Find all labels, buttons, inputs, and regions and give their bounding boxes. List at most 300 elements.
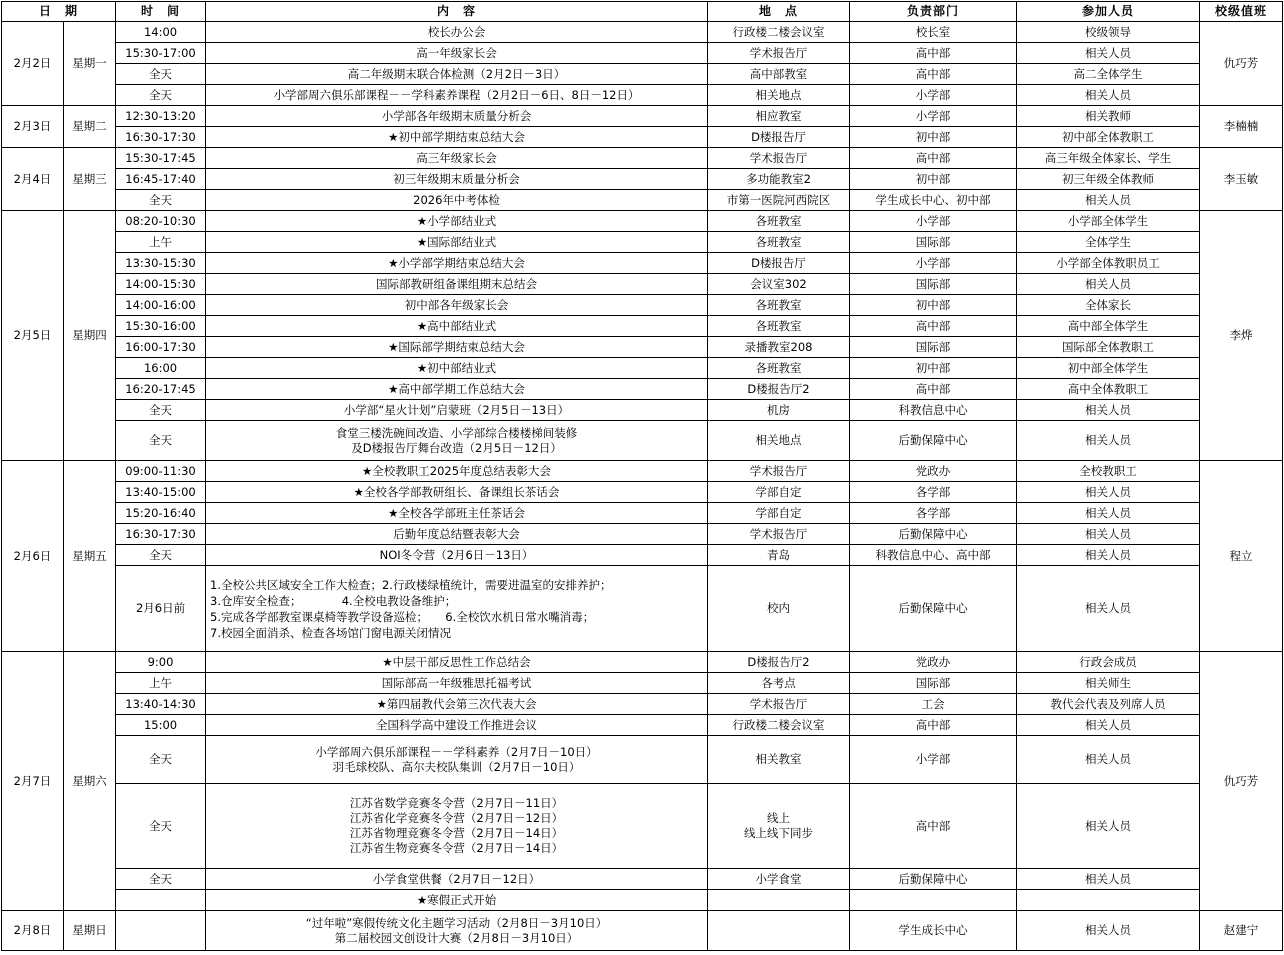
table-row [2, 524, 1283, 545]
event-content-line: 后勤年度总结暨表彰大会 [393, 526, 520, 541]
event-content [206, 316, 708, 337]
event-content-line: 羽毛球校队、高尔夫校队集训（2月7日－10日） [332, 759, 581, 774]
event-content [206, 715, 708, 736]
event-dept: 后勤保障中心 [850, 524, 1017, 545]
event-time: 13:40-14:30 [116, 694, 206, 715]
event-place [708, 358, 850, 379]
event-place [708, 890, 850, 911]
event-content [206, 274, 708, 295]
event-place [708, 482, 850, 503]
event-place [708, 545, 850, 566]
event-time: 16:00-17:30 [116, 337, 206, 358]
table-row [2, 379, 1283, 400]
event-place [708, 295, 850, 316]
table-row [2, 400, 1283, 421]
event-place [708, 461, 850, 482]
event-content [206, 673, 708, 694]
event-time: 15:20-16:40 [116, 503, 206, 524]
event-time [116, 890, 206, 911]
table-row [2, 106, 1283, 127]
event-content [206, 169, 708, 190]
event-content [206, 566, 708, 652]
event-content [206, 461, 708, 482]
event-place-line: 高中部教室 [749, 66, 808, 81]
day-duty: 赵建宁 [1200, 911, 1283, 951]
event-people: 相关人员 [1017, 869, 1200, 890]
event-time: 全天 [116, 400, 206, 421]
table-row [2, 890, 1283, 911]
table-row [2, 694, 1283, 715]
event-people: 校级领导 [1017, 22, 1200, 43]
event-place [708, 274, 850, 295]
event-content [206, 482, 708, 503]
event-time: 全天 [116, 869, 206, 890]
event-content [206, 85, 708, 106]
event-place [708, 190, 850, 211]
event-place-line: 学术报告厅 [749, 526, 808, 541]
event-dept: 高中部 [850, 316, 1017, 337]
event-content-line: ★全校教职工2025年度总结表彰大会 [361, 463, 552, 478]
event-place-line: 录播教室208 [744, 339, 813, 354]
event-content [206, 503, 708, 524]
event-place-line: 青岛 [767, 547, 791, 562]
event-place [708, 169, 850, 190]
event-place [708, 911, 850, 951]
event-content-line: 高一年级家长会 [416, 45, 497, 60]
table-row [2, 274, 1283, 295]
event-content [206, 421, 708, 461]
event-place-line: 机房 [767, 402, 791, 417]
event-content [206, 106, 708, 127]
event-people: 初中部全体教职工 [1017, 127, 1200, 148]
event-time: 全天 [116, 85, 206, 106]
event-content-line: 江苏省数学竞赛冬令营（2月7日－11日） [349, 796, 564, 810]
event-place-line: D楼报告厅2 [747, 381, 810, 396]
header-duty: 校级值班 [1200, 2, 1283, 22]
event-content [206, 379, 708, 400]
event-time: 2月6日前 [116, 566, 206, 652]
event-content-line: ★全校各学部班主任茶话会 [388, 505, 525, 520]
event-dept: 党政办 [850, 652, 1017, 673]
event-dept [850, 890, 1017, 911]
event-people: 小学部全体学生 [1017, 211, 1200, 232]
event-place-line: 学术报告厅 [749, 150, 808, 165]
event-people: 全体学生 [1017, 232, 1200, 253]
event-time: 15:30-17:45 [116, 148, 206, 169]
event-content-line: 高三年级家长会 [416, 150, 497, 165]
event-content [206, 400, 708, 421]
event-dept: 各学部 [850, 503, 1017, 524]
event-time: 上午 [116, 673, 206, 694]
day-date: 2月3日 [2, 106, 64, 148]
event-dept: 后勤保障中心 [850, 566, 1017, 652]
event-place [708, 148, 850, 169]
event-people: 行政会成员 [1017, 652, 1200, 673]
event-dept: 各学部 [850, 482, 1017, 503]
event-dept: 高中部 [850, 715, 1017, 736]
day-weekday: 星期六 [64, 652, 116, 911]
event-time: 全天 [116, 784, 206, 869]
table-row [2, 482, 1283, 503]
event-place-line: 相关教室 [755, 752, 802, 766]
event-place-line: 学部自定 [755, 484, 802, 499]
event-place [708, 22, 850, 43]
event-place [708, 211, 850, 232]
event-content [206, 911, 708, 951]
event-place-line: 各班教室 [755, 297, 802, 312]
event-place-line: 多功能教室2 [746, 171, 811, 186]
event-place-line: 线上线下同步 [744, 826, 814, 840]
event-content-line: 江苏省物理竞赛冬令营（2月7日－14日） [349, 826, 564, 840]
event-people: 相关人员 [1017, 715, 1200, 736]
event-place [708, 869, 850, 890]
event-content-line: 江苏省化学竞赛冬令营（2月7日－12日） [349, 811, 564, 825]
header-content: 内 容 [206, 2, 708, 22]
day-date: 2月6日 [2, 461, 64, 652]
event-content [206, 232, 708, 253]
event-people: 相关人员 [1017, 524, 1200, 545]
event-dept: 学生成长中心、初中部 [850, 190, 1017, 211]
event-dept: 党政办 [850, 461, 1017, 482]
event-content-line: 国际部教研组备课组期末总结会 [376, 276, 538, 291]
event-time: 09:00-11:30 [116, 461, 206, 482]
event-place-line: 相关地点 [755, 87, 802, 102]
event-content [206, 524, 708, 545]
day-weekday: 星期四 [64, 211, 116, 461]
header-people: 参加人员 [1017, 2, 1200, 22]
event-content [206, 295, 708, 316]
event-time: 全天 [116, 736, 206, 784]
event-content [206, 869, 708, 890]
event-time: 全天 [116, 421, 206, 461]
event-dept: 国际部 [850, 337, 1017, 358]
day-duty: 李烨 [1200, 211, 1283, 461]
event-place-line: 学术报告厅 [749, 696, 808, 711]
event-time: 全天 [116, 190, 206, 211]
event-content-line: NOI冬令营（2月6日－13日） [379, 547, 534, 562]
event-place-line: 行政楼二楼会议室 [732, 24, 825, 39]
event-people: 小学部全体教职员工 [1017, 253, 1200, 274]
table-row [2, 211, 1283, 232]
event-content-line: 第二届校园文创设计大赛（2月8日－3月10日） [334, 930, 579, 945]
table-row [2, 64, 1283, 85]
event-dept: 科教信息中心、高中部 [850, 545, 1017, 566]
event-people: 相关人员 [1017, 274, 1200, 295]
event-content [206, 890, 708, 911]
event-dept: 学生成长中心 [850, 911, 1017, 951]
event-content [206, 736, 708, 784]
event-place [708, 736, 850, 784]
event-place-line: 市第一医院河西院区 [726, 192, 831, 207]
table-row [2, 127, 1283, 148]
event-people: 相关人员 [1017, 43, 1200, 64]
table-row [2, 295, 1283, 316]
event-content-line: 1.全校公共区域安全工作大检查；2.行政楼绿植统计，需要进温室的安排养护； [210, 577, 612, 592]
event-time: 16:30-17:30 [116, 524, 206, 545]
event-people: 高三年级全体家长、学生 [1017, 148, 1200, 169]
event-content [206, 211, 708, 232]
event-content-line: 小学食堂供餐（2月7日－12日） [372, 871, 541, 886]
day-date: 2月4日 [2, 148, 64, 211]
event-dept: 国际部 [850, 232, 1017, 253]
event-people: 相关人员 [1017, 736, 1200, 784]
event-place [708, 715, 850, 736]
event-place [708, 566, 850, 652]
table-row [2, 337, 1283, 358]
event-dept: 小学部 [850, 253, 1017, 274]
event-time: 12:30-13:20 [116, 106, 206, 127]
event-content [206, 784, 708, 869]
event-dept: 小学部 [850, 106, 1017, 127]
event-content-line: 小学部“星火计划”启蒙班（2月5日－13日） [343, 402, 570, 417]
event-content [206, 148, 708, 169]
event-place [708, 106, 850, 127]
event-content-line: ★寒假正式开始 [416, 892, 497, 907]
event-content-line: 初中部各年级家长会 [404, 297, 509, 312]
event-time: 15:30-16:00 [116, 316, 206, 337]
event-people: 相关师生 [1017, 673, 1200, 694]
event-dept: 初中部 [850, 295, 1017, 316]
event-people: 相关人员 [1017, 85, 1200, 106]
event-dept: 初中部 [850, 127, 1017, 148]
event-time: 16:30-17:30 [116, 127, 206, 148]
event-content [206, 652, 708, 673]
event-place [708, 784, 850, 869]
event-dept: 国际部 [850, 274, 1017, 295]
event-dept: 高中部 [850, 43, 1017, 64]
event-time: 14:00 [116, 22, 206, 43]
event-place-line: 线上 [767, 811, 791, 825]
event-content-line: 高二年级期末联合体检测（2月2日－3日） [347, 66, 566, 81]
event-place-line: 学术报告厅 [749, 463, 808, 478]
event-content [206, 358, 708, 379]
event-content-line: 国际部高一年级雅思托福考试 [381, 675, 532, 690]
event-content-line: ★第四届教代会第三次代表大会 [376, 696, 537, 711]
day-weekday: 星期日 [64, 911, 116, 951]
event-content-line: ★小学部结业式 [416, 213, 497, 228]
event-dept: 初中部 [850, 358, 1017, 379]
event-place [708, 694, 850, 715]
event-dept: 后勤保障中心 [850, 421, 1017, 461]
event-place [708, 253, 850, 274]
table-row [2, 736, 1283, 784]
event-place [708, 673, 850, 694]
day-weekday: 星期五 [64, 461, 116, 652]
event-place-line: D楼报告厅 [751, 129, 806, 144]
table-row [2, 715, 1283, 736]
event-people: 初三年级全体教师 [1017, 169, 1200, 190]
event-people: 初中部全体学生 [1017, 358, 1200, 379]
event-content-line: 江苏省生物竞赛冬令营（2月7日－14日） [349, 841, 564, 855]
event-content-line: 小学部周六俱乐部课程－－学科素养课程（2月2日－6日、8日－12日） [273, 87, 640, 102]
event-content [206, 43, 708, 64]
event-content-line: 全国科学高中建设工作推进会议 [376, 717, 538, 732]
event-content-line: ★全校各学部教研组长、备课组长茶话会 [353, 484, 560, 499]
event-place-line: 各班教室 [755, 318, 802, 333]
event-people: 高中部全体学生 [1017, 316, 1200, 337]
table-row [2, 545, 1283, 566]
schedule-body [2, 22, 1283, 951]
header-time: 时 间 [116, 2, 206, 22]
event-place [708, 85, 850, 106]
day-weekday: 星期三 [64, 148, 116, 211]
event-place-line: 会议室302 [750, 276, 807, 291]
event-content-line: 食堂三楼洗碗间改造、小学部综合楼楼梯间装修 [335, 425, 578, 440]
event-place-line: 校内 [767, 601, 791, 615]
event-dept: 初中部 [850, 169, 1017, 190]
day-duty: 李玉敏 [1200, 148, 1283, 211]
event-time: 13:40-15:00 [116, 482, 206, 503]
event-place-line: D楼报告厅2 [747, 654, 810, 669]
event-time [116, 911, 206, 951]
event-dept: 小学部 [850, 736, 1017, 784]
event-content-line: ★初中部结业式 [416, 360, 497, 375]
event-people: 相关教师 [1017, 106, 1200, 127]
event-people: 相关人员 [1017, 911, 1200, 951]
event-people: 相关人员 [1017, 566, 1200, 652]
event-dept: 小学部 [850, 85, 1017, 106]
event-dept: 小学部 [850, 211, 1017, 232]
event-content [206, 22, 708, 43]
day-duty: 仇巧芳 [1200, 22, 1283, 106]
event-content-line: 及D楼报告厅舞台改造（2月5日－12日） [351, 440, 562, 455]
event-content-line: 小学部各年级期末质量分析会 [381, 108, 532, 123]
event-people: 全体家长 [1017, 295, 1200, 316]
table-row [2, 358, 1283, 379]
table-row [2, 232, 1283, 253]
event-time: 14:00-15:30 [116, 274, 206, 295]
day-weekday: 星期一 [64, 22, 116, 106]
event-place [708, 379, 850, 400]
event-content-line: 小学部周六俱乐部课程－－学科素养（2月7日－10日） [315, 744, 598, 759]
table-row [2, 503, 1283, 524]
event-dept: 高中部 [850, 148, 1017, 169]
day-date: 2月8日 [2, 911, 64, 951]
day-duty: 李楠楠 [1200, 106, 1283, 148]
event-place [708, 64, 850, 85]
event-place [708, 337, 850, 358]
event-place [708, 503, 850, 524]
event-time: 上午 [116, 232, 206, 253]
event-dept: 高中部 [850, 64, 1017, 85]
event-place [708, 127, 850, 148]
event-time: 08:20-10:30 [116, 211, 206, 232]
day-date: 2月7日 [2, 652, 64, 911]
event-content-line: ★高中部结业式 [416, 318, 497, 333]
event-place [708, 652, 850, 673]
day-date: 2月5日 [2, 211, 64, 461]
event-time: 15:00 [116, 715, 206, 736]
event-time: 16:45-17:40 [116, 169, 206, 190]
event-place-line: 各班教室 [755, 213, 802, 228]
event-content-line: “过年啦”寒假传统文化主题学习活动（2月8日－3月10日） [305, 915, 608, 930]
event-dept: 国际部 [850, 673, 1017, 694]
event-place [708, 400, 850, 421]
event-time: 16:20-17:45 [116, 379, 206, 400]
event-place-line: 行政楼二楼会议室 [732, 717, 825, 732]
day-weekday: 星期二 [64, 106, 116, 148]
event-people: 相关人员 [1017, 400, 1200, 421]
event-content-line: ★初中部学期结束总结大会 [388, 129, 525, 144]
event-content [206, 64, 708, 85]
event-place-line: 各班教室 [755, 234, 802, 249]
day-date: 2月2日 [2, 22, 64, 106]
event-place-line: 相关地点 [755, 433, 802, 447]
event-time: 14:00-16:00 [116, 295, 206, 316]
event-content-line: 2026年中考体检 [413, 192, 500, 207]
event-people: 国际部全体教职工 [1017, 337, 1200, 358]
event-content [206, 337, 708, 358]
day-duty: 程立 [1200, 461, 1283, 652]
table-row [2, 316, 1283, 337]
event-place [708, 316, 850, 337]
event-time: 15:30-17:00 [116, 43, 206, 64]
event-content-line: ★小学部学期结束总结大会 [388, 255, 525, 270]
event-content [206, 190, 708, 211]
event-place-line: 各考点 [761, 675, 796, 690]
table-row [2, 43, 1283, 64]
table-row [2, 461, 1283, 482]
event-dept: 工会 [850, 694, 1017, 715]
event-place-line: 学术报告厅 [749, 45, 808, 60]
event-content-line: 3.仓库安全检查； 4.全校电教设备维护； [210, 593, 457, 608]
table-row [2, 148, 1283, 169]
table-row [2, 253, 1283, 274]
event-dept: 高中部 [850, 784, 1017, 869]
event-people: 教代会代表及列席人员 [1017, 694, 1200, 715]
event-content-line: 校长办公会 [427, 24, 486, 39]
event-place [708, 421, 850, 461]
event-content-line: 初三年级期末质量分析会 [393, 171, 520, 186]
event-place [708, 43, 850, 64]
event-people [1017, 890, 1200, 911]
event-content [206, 545, 708, 566]
event-people: 高中全体教职工 [1017, 379, 1200, 400]
event-people: 高二全体学生 [1017, 64, 1200, 85]
event-place-line: 小学食堂 [755, 871, 802, 886]
table-row [2, 190, 1283, 211]
event-place [708, 232, 850, 253]
event-content-line: ★国际部结业式 [416, 234, 497, 249]
table-row [2, 869, 1283, 890]
table-row [2, 673, 1283, 694]
table-row [2, 784, 1283, 869]
header-date: 日 期 [2, 2, 116, 22]
table-row [2, 85, 1283, 106]
table-row [2, 652, 1283, 673]
event-place-line: 各班教室 [755, 360, 802, 375]
event-dept: 校长室 [850, 22, 1017, 43]
event-content [206, 127, 708, 148]
header-row [2, 2, 1283, 22]
event-time: 9:00 [116, 652, 206, 673]
event-content-line: 7.校园全面消杀、检查各场馆门窗电源关闭情况 [210, 625, 451, 640]
table-row [2, 421, 1283, 461]
event-place [708, 524, 850, 545]
table-row [2, 911, 1283, 951]
event-people: 相关人员 [1017, 421, 1200, 461]
event-people: 相关人员 [1017, 784, 1200, 869]
header-place: 地 点 [708, 2, 850, 22]
event-people: 全校教职工 [1017, 461, 1200, 482]
event-place-line: 学部自定 [755, 505, 802, 520]
day-duty: 仇巧芳 [1200, 652, 1283, 911]
event-dept: 高中部 [850, 379, 1017, 400]
event-people: 相关人员 [1017, 482, 1200, 503]
table-row [2, 22, 1283, 43]
event-people: 相关人员 [1017, 190, 1200, 211]
event-content-line: ★高中部学期工作总结大会 [388, 381, 525, 396]
